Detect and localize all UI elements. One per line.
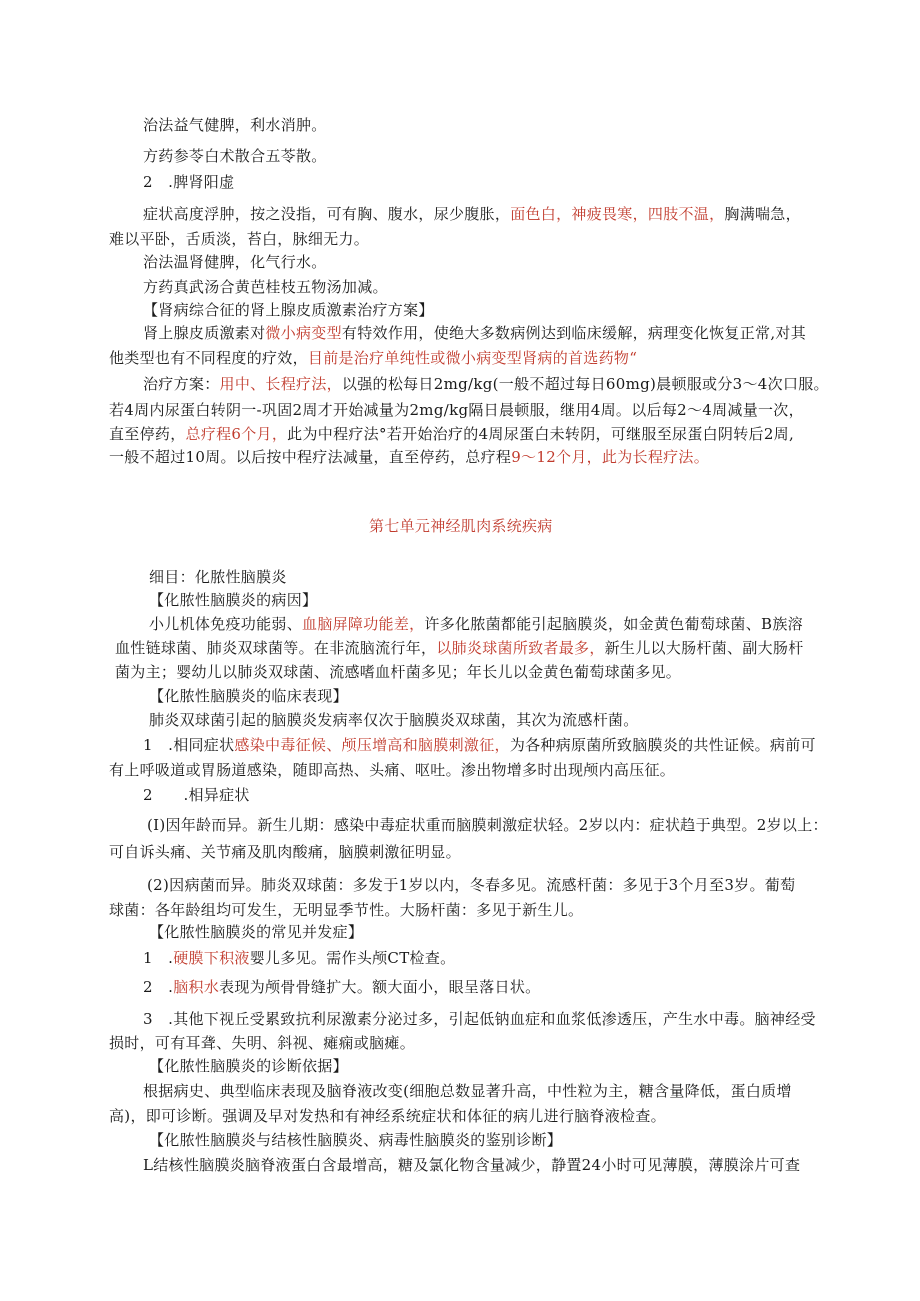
text-run: 1 .相同症状 <box>143 736 235 754</box>
paragraph-symptom-line2: 难以平卧，舌质淡，苔白，脉细无力。 <box>109 230 370 248</box>
paragraph-complication-3-line2: 损时，可有耳聋、失明、斜视、瘫痫或脑瘫。 <box>109 1034 416 1052</box>
paragraph-plan-line1 <box>143 374 829 394</box>
bracket-heading-diagnosis: 【化脓性脑膜炎的诊断依据】 <box>149 1057 348 1075</box>
paragraph-prescription-2: 方药真武汤合黄芭桂枝五物汤加减。 <box>143 278 388 296</box>
text-run: 症状高度浮肿，按之没指，可有胸、腹水，尿少腹胀， <box>143 205 511 223</box>
paragraph-plan-line3 <box>109 424 794 444</box>
bracket-heading-differential: 【化脓性脑膜炎与结核性脑膜炎、病毒性脑膜炎的鉴别诊断】 <box>149 1131 563 1149</box>
text-run: 许多化脓菌都能引起脑膜炎，如金黄色葡萄球菌、B族溶 <box>424 615 803 633</box>
text-run: 一般不超过10周。以后按中程疗法减量，直至停药，总疗程 <box>109 448 512 466</box>
highlight-text: 总疗程6个月， <box>185 425 288 443</box>
highlight-text: 血脑屏障功能差， <box>302 615 425 633</box>
paragraph-treatment-1: 治法益气健脾，利水消肿。 <box>143 116 327 134</box>
paragraph-complication-2 <box>143 977 540 997</box>
bracket-heading-cause: 【化脓性脑膜炎的病因】 <box>149 591 318 609</box>
paragraph-diagnosis-line1: 根据病史、典型临床表现及脑脊液改变(细胞总数显著升高，中性粒为主，糖含量降低，蛋白质增 <box>143 1082 792 1100</box>
text-run: 婴儿多见。需作头颅CT检查。 <box>249 949 456 967</box>
paragraph-clinical-1-line2: 有上呼吸道或胃肠道感染，随即高热、头痛、呕吐。渗出物增多时出现颅内高压征。 <box>109 761 676 779</box>
text-run: 治疗方案： <box>143 375 220 393</box>
highlight-text: 脑积水 <box>173 978 220 996</box>
highlight-text: 硬膜下积液 <box>173 949 250 967</box>
paragraph-steroid-line2 <box>109 348 637 368</box>
paragraph-clinical-1-line1 <box>143 735 816 755</box>
paragraph-cause-line1 <box>149 614 803 634</box>
paragraph-pathogen-line2: 球菌：各年龄组均可发生，无明显季节性。大肠杆菌：多见于新生儿。 <box>109 901 584 919</box>
subject-heading: 细目：化脓性脑膜炎 <box>149 568 287 586</box>
text-run: 他类型也有不同程度的疗效， <box>109 349 308 367</box>
highlight-text: 面色白，神疲畏寒，四肢不温， <box>510 205 725 223</box>
paragraph-complication-1 <box>143 948 455 968</box>
unit-title: 第七单元神经肌肉系统疾病 <box>369 517 553 535</box>
highlight-text: 微小病变型 <box>265 324 342 342</box>
paragraph-cause-line3: 菌为主；婴幼儿以肺炎双球菌、流感嗜血杆菌多见；年长儿以金黄色葡萄球菌多见。 <box>115 663 682 681</box>
heading-different-symptoms: 2 .相异症状 <box>143 786 250 804</box>
paragraph-differential-line1: L结核性脑膜炎脑脊液蛋白含最增高，糖及氯化物含量减少，静置24小时可见薄膜，薄膜涂片可查 <box>143 1156 801 1174</box>
bracket-heading-complication: 【化脓性脑膜炎的常见并发症】 <box>149 923 364 941</box>
text-run: 新生儿以大肠杆菌、副大肠杆 <box>604 639 804 657</box>
text-run: 2 . <box>143 978 174 996</box>
text-run: 1 . <box>143 949 174 967</box>
text-run: 肾上腺皮质激素对 <box>143 324 266 342</box>
paragraph-pathogen-line1: (2)因病菌而异。肺炎双球菌：多发于1岁以内，冬春多见。流感杆菌：多见于3个月至3岁。葡萄 <box>147 876 796 894</box>
paragraph-complication-3-line1: 3 .其他下视丘受累致抗利尿激素分泌过多，引起低钠血症和血浆低渗透压，产生水中毒。脑神经受 <box>143 1010 816 1028</box>
highlight-text: 用中、长程疗法， <box>219 375 342 393</box>
paragraph-clinical-intro: 肺炎双球菌引起的脑膜炎发病率仅次于脑膜炎双球菌，其次为流感杆菌。 <box>149 711 639 729</box>
heading-spleen-kidney-yang: 2 .脾肾阳虚 <box>143 173 235 191</box>
text-run: 有特效作用，使绝大多数病例达到临床缓解，病理变化恢复正常,对其 <box>341 324 806 342</box>
text-run: 直至停药， <box>109 425 186 443</box>
highlight-text: 9～12个月，此为长程疗法。 <box>511 448 710 466</box>
text-run: 以强的松每日2mg∕kg(一般不超过每日60mg)晨顿服或分3～4次口服。 <box>341 375 829 393</box>
paragraph-age-line1: (I)因年龄而异。新生儿期：感染中毒症状重而脑膜刺激症状轻。2岁以内：症状趋于典型。2岁以上： <box>147 816 828 834</box>
paragraph-steroid-line1 <box>143 323 806 343</box>
text-run: 血性链球菌、肺炎双球菌等。在非流脑流行年， <box>115 639 437 657</box>
text-run: 表现为颅骨骨缝扩大。额大面小，眼呈落日状。 <box>219 978 541 996</box>
text-run: 胸满喘急， <box>724 205 801 223</box>
paragraph-plan-line2: 若4周内尿蛋白转阴一-巩固2周才开始减量为2mg∕kg隔日晨顿服，继用4周。以后每2～4周减量一次， <box>109 401 804 419</box>
bracket-heading-steroid: 【肾病综合征的肾上腺皮质激素治疗方案】 <box>143 301 434 319</box>
paragraph-cause-line2 <box>115 638 804 658</box>
highlight-text: 目前是治疗单纯性或微小病变型肾病的首选药物“ <box>307 349 638 367</box>
paragraph-prescription-1: 方药参苓白术散合五苓散。 <box>143 147 327 165</box>
paragraph-diagnosis-line2: 高)，即可诊断。强调及早对发热和有神经系统症状和体征的病儿进行脑脊液检查。 <box>109 1107 666 1125</box>
paragraph-treatment-2: 治法温肾健脾，化气行水。 <box>143 253 327 271</box>
paragraph-age-line2: 可自诉头痛、关节痛及肌肉酸痛，脑膜刺激征明显。 <box>109 843 461 861</box>
text-run: 此为中程疗法°若开始治疗的4周尿蛋白未转阴，可继服至尿蛋白阴转后2周, <box>287 425 795 443</box>
highlight-text: 以肺炎球菌所致者最多， <box>436 639 605 657</box>
text-run: 为各种病原菌所致脑膜炎的共性证候。病前可 <box>509 736 816 754</box>
paragraph-plan-line4 <box>109 447 709 467</box>
bracket-heading-clinical: 【化脓性脑膜炎的临床表现】 <box>149 687 348 705</box>
text-run: 小儿机体免疫功能弱、 <box>149 615 303 633</box>
highlight-text: 感染中毒征候、颅压增高和脑膜刺激征， <box>234 736 510 754</box>
paragraph-symptom-line1 <box>143 204 801 224</box>
